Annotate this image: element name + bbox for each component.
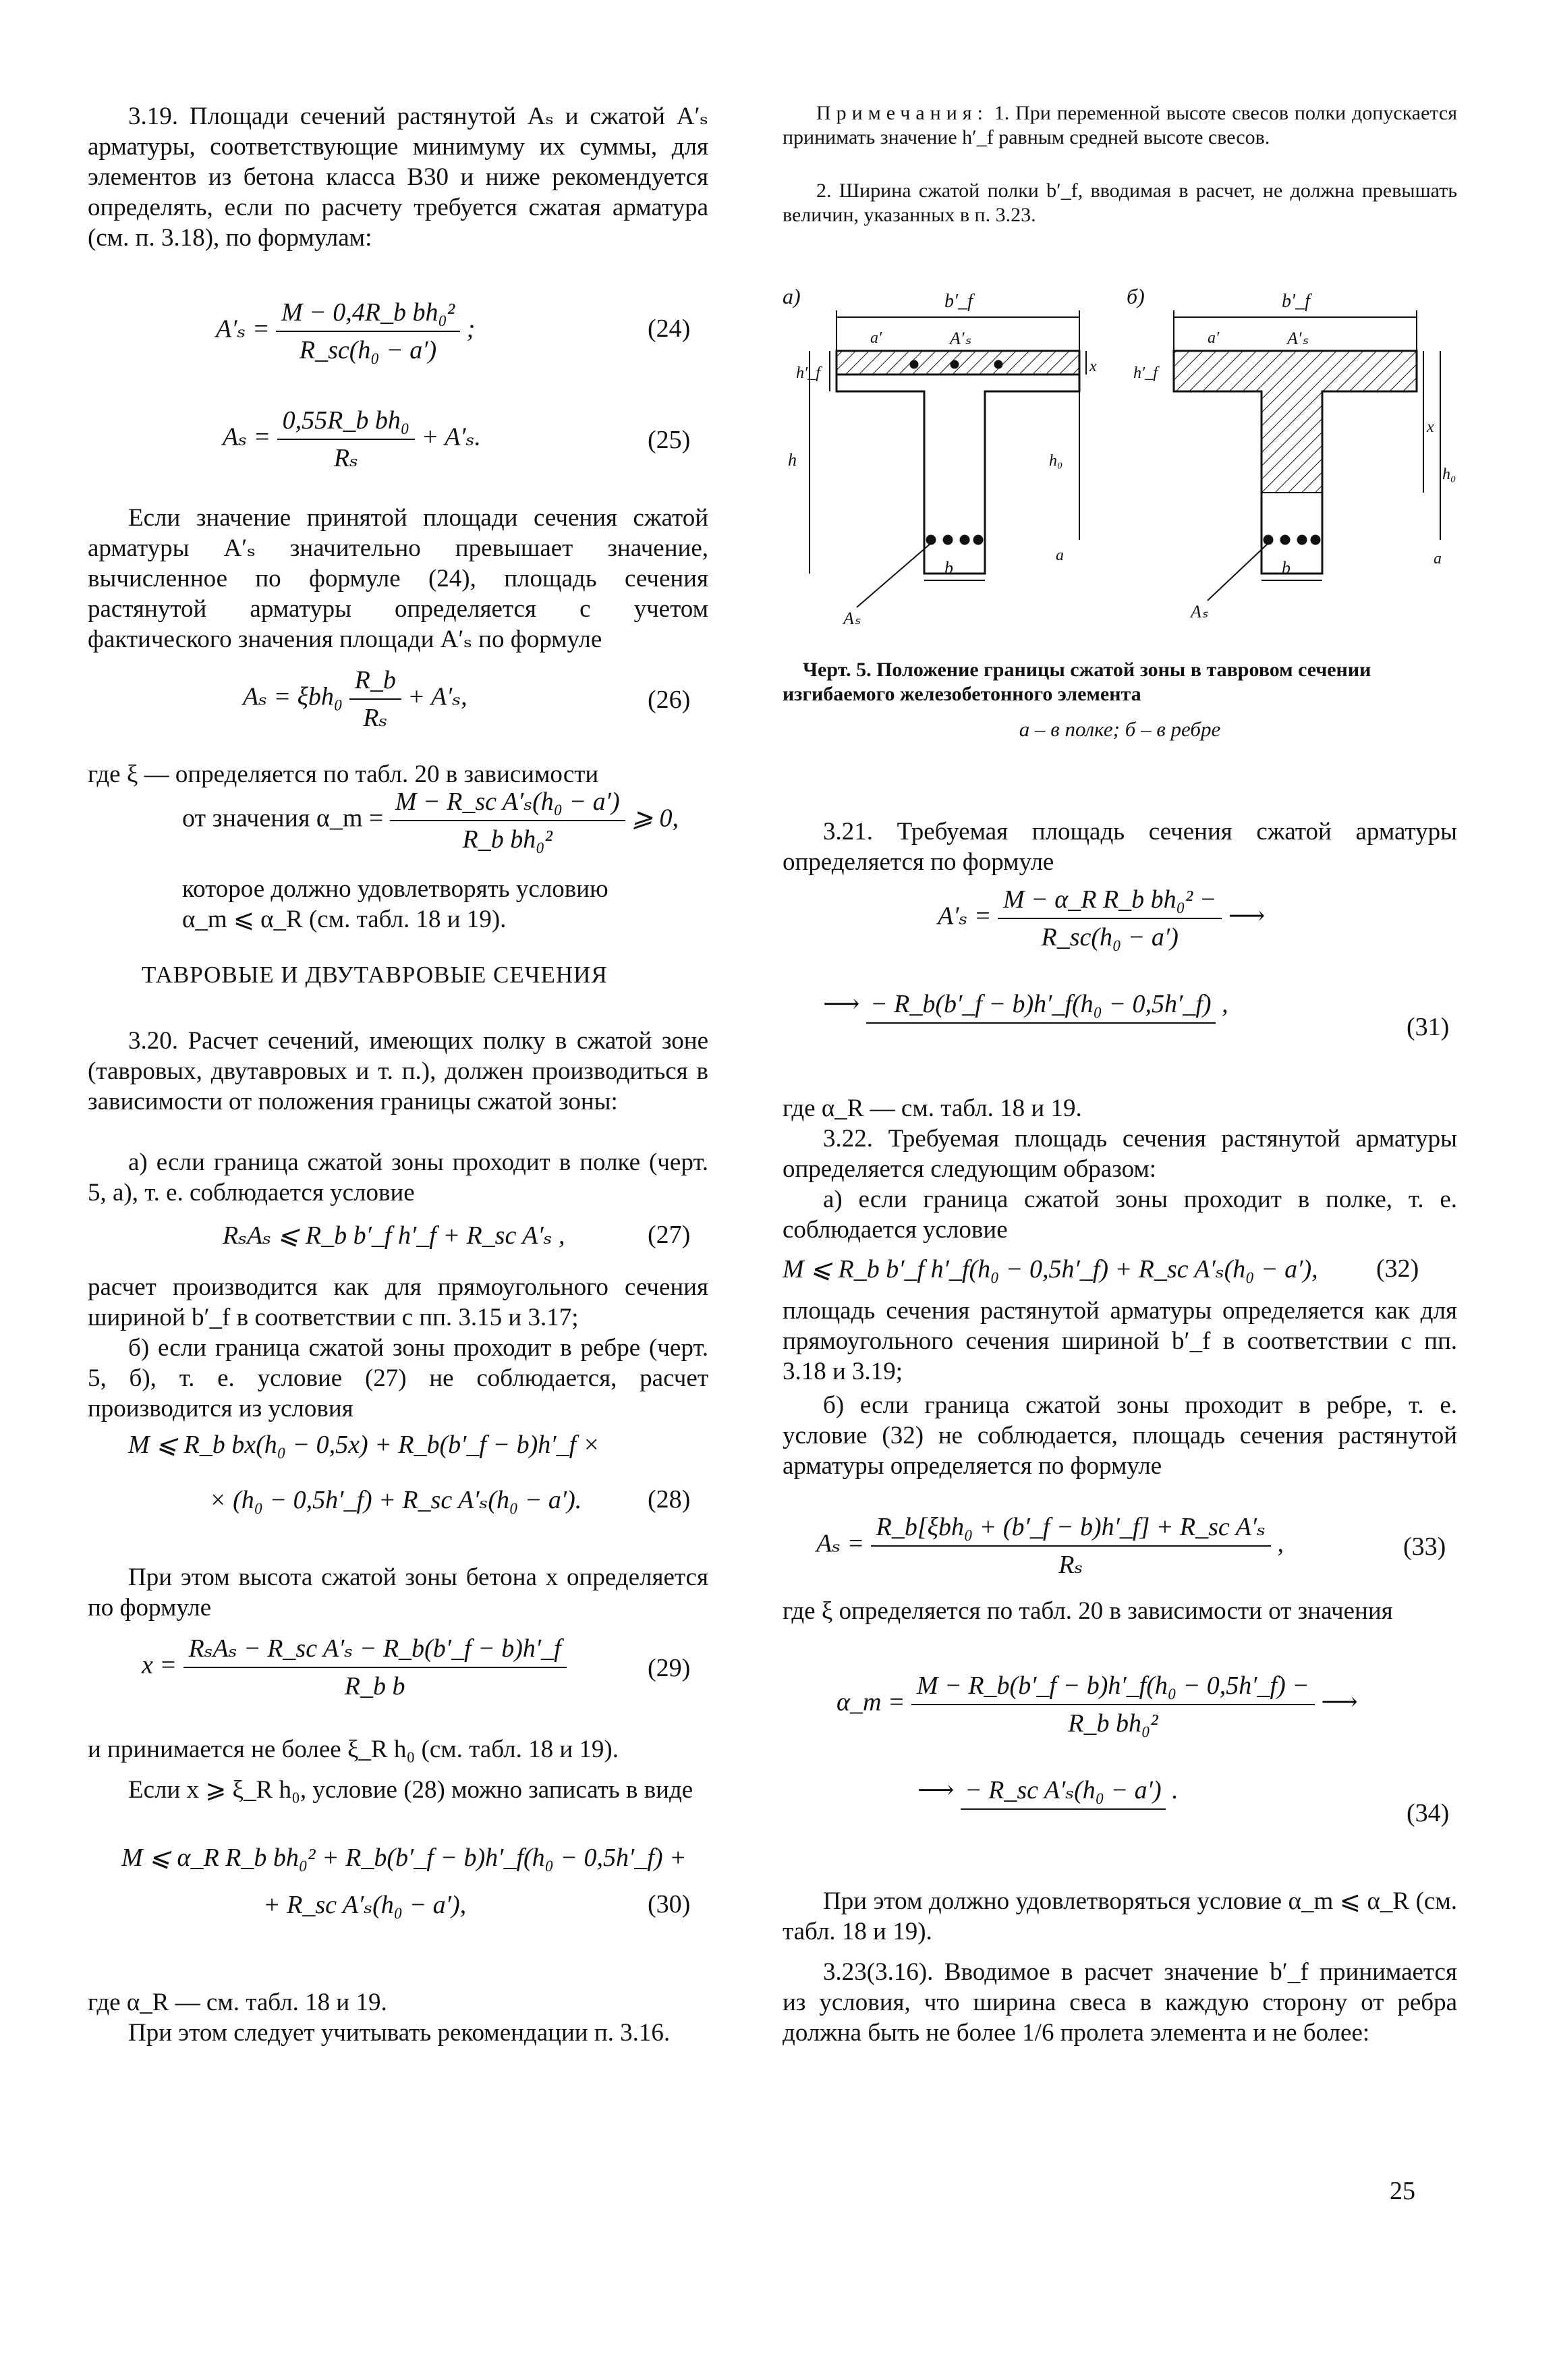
fig-a-hf: h′_f (796, 364, 820, 382)
equation-26: Aₛ = ξbh₀ $\frac{R\_b}{\text{Rₛ}}$ + A′ₛ, (243, 666, 467, 732)
figure-caption: Черт. 5. Положение границы сжатой зоны в тавровом сечении изгибаемого железобетонного элемента (783, 659, 1371, 705)
paragraph-follow: При этом следует учитывать рекомендации п. 3.16. (128, 2019, 671, 2047)
where-alpha-r: где α_R — см. табл. 18 и 19. (88, 1989, 387, 2016)
notes-2: 2. Ширина сжатой полки b′_f, вводимая в расчет, не должна превышать величин, указанных в п. 3.23. (783, 179, 1457, 226)
paragraph-area: площадь сечения растянутой арматуры определяется как для прямоугольного сечения шириной b′_f в соответствии с пп. 3.18 и 3.19; (783, 1297, 1457, 1385)
tee-section-a (837, 351, 1079, 574)
notes-1: Примечания: 1. При переменной высоте свесов полки допускается принимать значение h′_f равным средней высоте свесов. (783, 102, 1457, 148)
equation-27-number: (27) (648, 1221, 691, 1249)
equation-34-number: (34) (1407, 1799, 1450, 1827)
paragraph-calc: расчет производится как для прямоугольного сечения шириной b′_f в соответствии с пп. 3.15 и 3.17; (88, 1273, 708, 1331)
condition-line-1: которое должно удовлетворять условию (182, 875, 608, 903)
equation-32: M ⩽ R_b b′_f h′_f(h₀ − 0,5h′_f) + R_sc A′ₛ(h₀ − a′), (783, 1255, 1318, 1283)
compressed-zone-b (1174, 351, 1417, 493)
equation-28-line-2: × (h₀ − 0,5h′_f) + R_sc A′ₛ(h₀ − a′). (209, 1486, 582, 1514)
section-heading: ТАВРОВЫЕ И ДВУТАВРОВЫЕ СЕЧЕНИЯ (142, 962, 608, 988)
fig-a-x: x (1089, 358, 1097, 375)
where-xi-right: где ξ определяется по табл. 20 в зависимости от значения (783, 1597, 1393, 1625)
fig-label-b: б) (1127, 284, 1145, 308)
paragraph-3-19: 3.19. Площади сечений растянутой Aₛ и сжатой A′ₛ арматуры, соответствующие минимуму их суммы, для элементов из бетона класса В30 и ниже рекомендуется определять, если по расчету требуется сжатая арматура (см. п. 3.18), по формулам: (88, 103, 708, 252)
fig-b-hf: h′_f (1133, 364, 1158, 382)
paragraph-must: При этом должно удовлетворяться условие α_m ⩽ α_R (см. табл. 18 и 19). (783, 1887, 1457, 1945)
equation-28-number: (28) (648, 1485, 691, 1514)
paragraph-3-20: 3.20. Расчет сечений, имеющих полку в сжатой зоне (тавровых, двутавровых и т. п.), должен производиться в зависимости от положения границы сжатой зоны: (88, 1027, 708, 1115)
alpha-m-definition: от значения α_m = $\frac{\text{M − R\_sc A′ₛ(h₀ − a′)}}{\text{R\_b bh₀²}}$ ⩾ 0, (182, 787, 679, 854)
equation-33: Aₛ = $\frac{\text{R\_b[ξbh₀ + (b′\_f − b)h′\_f] + R\_sc A′ₛ}}{\text{Rₛ}}$ , (816, 1513, 1284, 1579)
equation-30-line-2: + R_sc A′ₛ(h₀ − a′), (263, 1891, 467, 1919)
paragraph-3-21: 3.21. Требуемая площадь сечения сжатой арматуры определяется по формуле (783, 818, 1457, 876)
equation-29-number: (29) (648, 1654, 691, 1682)
equation-29: x = $\frac{\text{RₛAₛ − R\_sc A′ₛ − R\_b(b′\_f − b)h′\_f}}{\text{R\_b b}}$ (142, 1633, 567, 1702)
equation-25-number: (25) (648, 426, 691, 454)
paragraph-3-23: 3.23(3.16). Вводимое в расчет значение b′_f принимается из условия, что ширина свеса в каждую сторону от ребра должна быть не более 1/6 пролета элемента и не более: (783, 1958, 1457, 2047)
equation-32-number: (32) (1376, 1254, 1419, 1283)
equation-30-line-1: M ⩽ α_R R_b bh₀² + R_b(b′_f − b)h′_f(h₀ − 0,5h′_f) + (121, 1844, 687, 1872)
fig-b-a: a (1434, 550, 1442, 568)
equation-24: A′ₛ = $\frac{\text{M − 0,4R\_b bh₀²}}{\text{R\_sc(h₀ − a′)}}$ ; (216, 298, 476, 364)
equation-25: Aₛ = $\frac{\text{0,55R\_b bh₀}}{\text{Rₛ}}$ + A′ₛ. (223, 406, 481, 472)
fig-b-h0: h₀ (1442, 466, 1456, 483)
equation-31-number: (31) (1407, 1013, 1450, 1041)
paragraph-accept: и принимается не более ξ_R h₀ (см. табл. 18 и 19). (88, 1736, 619, 1763)
paragraph-3-22: 3.22. Требуемая площадь сечения растянутой арматуры определяется следующим образом: (783, 1125, 1457, 1183)
fig-a-b: b (944, 558, 953, 578)
equation-27: RₛAₛ ⩽ R_b b′_f h′_f + R_sc A′ₛ , (223, 1221, 565, 1250)
page-number: 25 (1390, 2177, 1415, 2205)
paragraph-3-22-b: б) если граница сжатой зоны проходит в ребре, т. е. условие (32) не соблюдается, площадь сечения растянутой арматуры определяется по формуле (783, 1391, 1457, 1480)
paragraph-height: При этом высота сжатой зоны бетона x определяется по формуле (88, 1563, 708, 1622)
equation-30-number: (30) (648, 1890, 691, 1918)
fig-b-b: b (1282, 558, 1291, 578)
where-xi: где ξ — определяется по табл. 20 в зависимости (88, 760, 599, 788)
paragraph-if-value: Если значение принятой площади сечения сжатой арматуры A′ₛ значительно превышает значение, вычисленное по формуле (24), площадь сечения растянутой арматуры определяется с учетом фактического значения площади A′ₛ по формуле (88, 504, 708, 653)
equation-34-line-2: ⟶ − R_sc A′ₛ(h₀ − a′) . (917, 1775, 1179, 1810)
paragraph-3-22-a: а) если граница сжатой зоны проходит в полке, т. е. соблюдается условие (783, 1186, 1457, 1244)
equation-31-line-2: ⟶ − R_b(b′_f − b)h′_f(h₀ − 0,5h′_f) , (823, 989, 1228, 1024)
fig-a-as: Aₛ (843, 609, 861, 628)
figure-5 (783, 277, 1457, 628)
fig-a-as-prime: A′ₛ (950, 329, 971, 348)
equation-34-line-1: α_m = $\frac{\text{M − R\_b(b′\_f − b)h′\_f(h₀ − 0,5h′\_f) −}}{\text{R\_b bh₀²}}$ ⟶ (837, 1671, 1358, 1738)
fig-a-a-prime: a′ (870, 329, 882, 347)
fig-a-bf: b′_f (944, 291, 973, 312)
equation-26-number: (26) (648, 686, 691, 714)
condition-line-2: α_m ⩽ α_R (см. табл. 18 и 19). (182, 906, 507, 933)
figure-caption-sub: а – в полке; б – в ребре (1019, 717, 1221, 741)
fig-label-a: а) (783, 284, 801, 308)
paragraph-if-x: Если x ⩾ ξ_R h₀, условие (28) можно записать в виде (128, 1776, 693, 1804)
equation-31-line-1: A′ₛ = $\frac{\text{M − α\_R R\_b bh₀² −}}{\text{R\_sc(h₀ − a′)}}$ ⟶ (938, 885, 1266, 951)
fig-b-bf: b′_f (1282, 291, 1310, 312)
equation-24-number: (24) (648, 314, 691, 343)
fig-b-as-prime: A′ₛ (1287, 329, 1309, 348)
equation-28-line-1: M ⩽ R_b bx(h₀ − 0,5x) + R_b(b′_f − b)h′_f × (128, 1431, 600, 1459)
fig-a-h0: h₀ (1049, 452, 1063, 470)
paragraph-3-20-a: а) если граница сжатой зоны проходит в полке (черт. 5, а), т. е. соблюдается условие (88, 1149, 708, 1207)
equation-33-number: (33) (1403, 1532, 1446, 1561)
fig-b-a-prime: a′ (1208, 329, 1220, 347)
fig-b-x: x (1427, 418, 1434, 436)
where-alpha-r-right: где α_R — см. табл. 18 и 19. (783, 1095, 1082, 1122)
fig-a-h: h (788, 450, 797, 470)
fig-a-a: a (1056, 547, 1064, 564)
paragraph-3-20-b: б) если граница сжатой зоны проходит в ребре (черт. 5, б), т. е. условие (27) не соблюдается, расчет производится из условия (88, 1334, 708, 1422)
fig-b-as: Aₛ (1191, 602, 1208, 621)
